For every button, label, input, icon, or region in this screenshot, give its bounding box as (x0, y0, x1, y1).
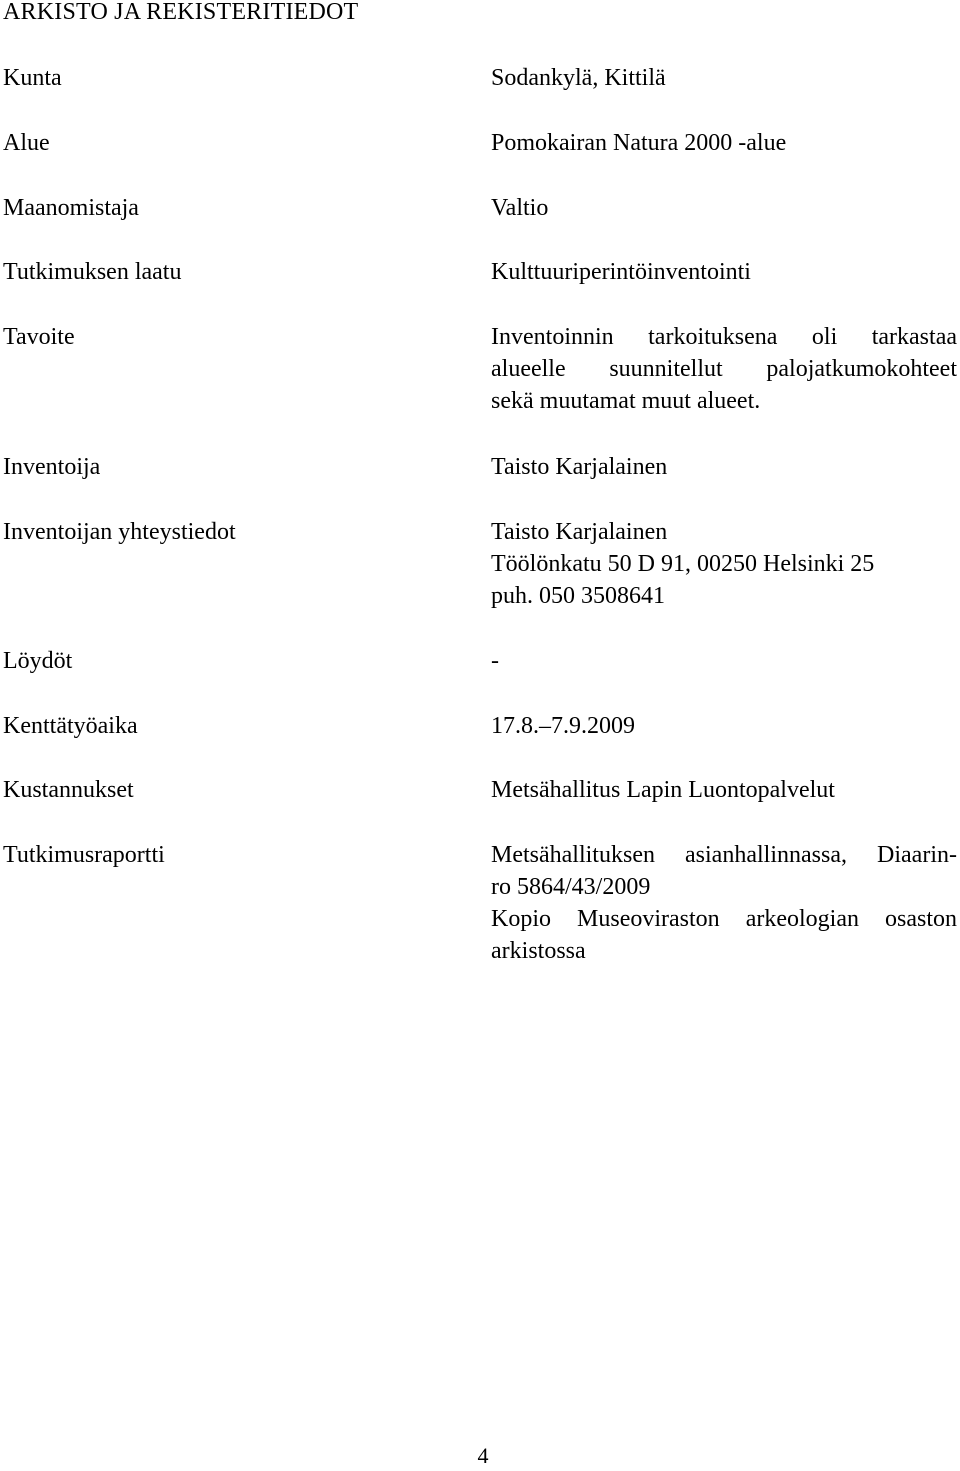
field-label-tutkimuksen-laatu: Tutkimuksen laatu (3, 259, 182, 285)
tavoite-line: sekä muutamat muut alueet. (491, 388, 761, 414)
field-label-kenttatyoaika: Kenttätyöaika (3, 713, 138, 739)
contact-name: Taisto Karjalainen (491, 519, 668, 545)
field-label-alue: Alue (3, 130, 50, 156)
field-value-alue: Pomokairan Natura 2000 -alue (491, 130, 787, 156)
field-label-yhteystiedot: Inventoijan yhteystiedot (3, 519, 236, 545)
field-value-loydot: - (491, 648, 499, 674)
report-line: ro 5864/43/2009 (491, 874, 651, 900)
field-label-kustannukset: Kustannukset (3, 777, 134, 803)
tavoite-line: alueelle suunnitellut palojatkumokohteet (491, 356, 957, 382)
field-label-kunta: Kunta (3, 65, 62, 91)
contact-phone: puh. 050 3508641 (491, 583, 665, 609)
field-label-inventoija: Inventoija (3, 454, 101, 480)
field-label-maanomistaja: Maanomistaja (3, 195, 139, 221)
field-value-maanomistaja: Valtio (491, 195, 549, 221)
field-value-tavoite (491, 321, 957, 417)
field-value-tutkimusraportti (491, 839, 957, 967)
field-label-tutkimusraportti: Tutkimusraportti (3, 842, 165, 868)
field-label-tavoite: Tavoite (3, 324, 75, 350)
tavoite-line: Inventoinnin tarkoituksena oli tarkastaa (491, 324, 957, 350)
page-heading: ARKISTO JA REKISTERITIEDOT (3, 0, 359, 25)
field-value-kunta: Sodankylä, Kittilä (491, 65, 666, 91)
field-value-inventoija: Taisto Karjalainen (491, 454, 668, 480)
report-line: Metsähallituksen asianhallinnassa, Diaarin- (491, 842, 957, 868)
field-value-yhteystiedot (491, 516, 957, 612)
contact-address: Töölönkatu 50 D 91, 00250 Helsinki 25 (491, 551, 875, 577)
field-value-tutkimuksen-laatu: Kulttuuriperintöinventointi (491, 259, 751, 285)
report-line: arkistossa (491, 938, 586, 964)
field-value-kustannukset: Metsähallitus Lapin Luontopalvelut (491, 777, 835, 803)
field-value-kenttatyoaika: 17.8.–7.9.2009 (491, 713, 635, 739)
field-label-loydot: Löydöt (3, 648, 73, 674)
report-line: Kopio Museoviraston arkeologian osaston (491, 906, 957, 932)
page-number: 4 (477, 1443, 489, 1468)
